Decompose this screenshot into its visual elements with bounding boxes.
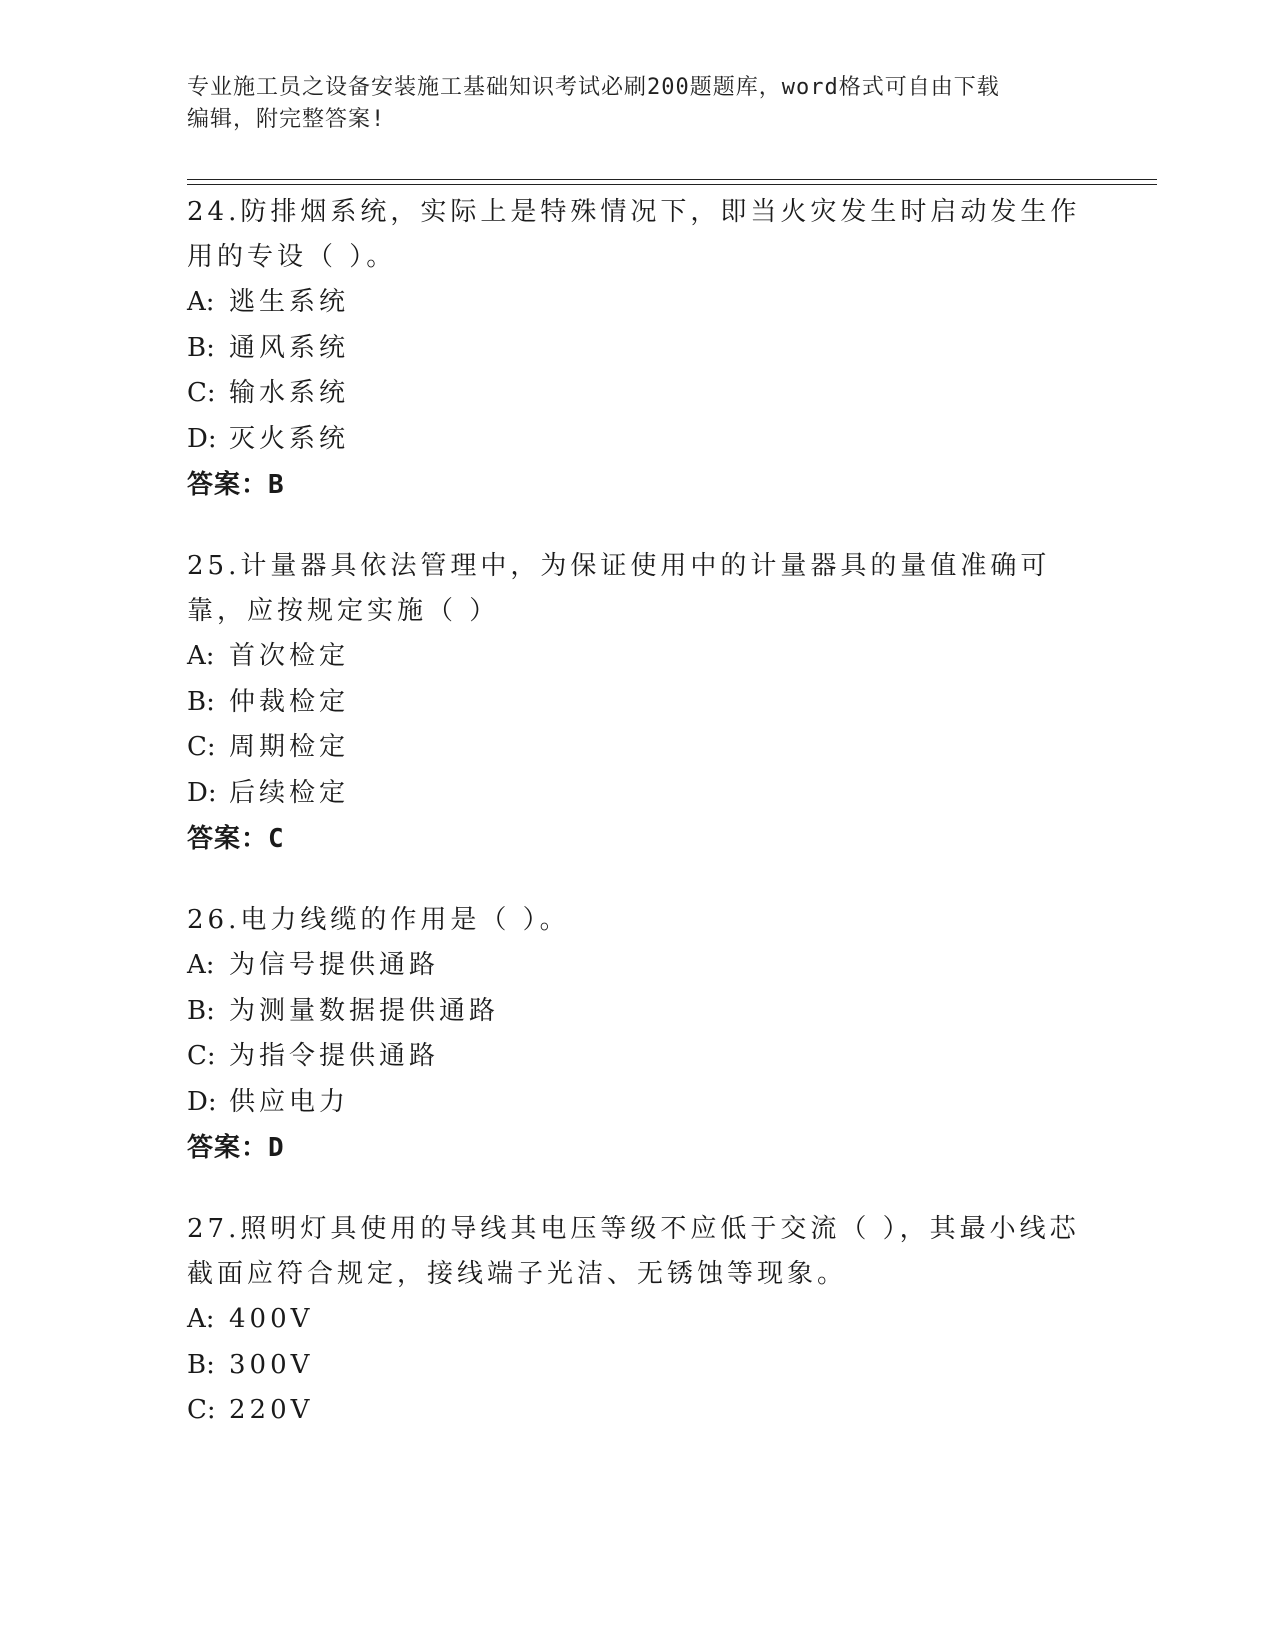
option-key: B: — [187, 995, 215, 1026]
option-key: C: — [187, 1041, 216, 1071]
option-a — [187, 280, 1087, 326]
answer-line: 答案：C — [187, 824, 285, 854]
header-divider-top — [187, 179, 1157, 180]
option-text: 首次检定 — [229, 641, 350, 671]
option-key: C: — [187, 732, 216, 762]
question-stem: 27.照明灯具使用的导线其电压等级不应低于交流（ ），其最小线芯截面应符合规定，接线端子光洁、无锈蚀等现象。 — [187, 1214, 1080, 1289]
option-text: 输水系统 — [229, 378, 350, 408]
option-text: 后续检定 — [229, 777, 350, 808]
question-stem: 24.防排烟系统，实际上是特殊情况下，即当火灾发生时启动发生作用的专设（ ）。 — [187, 197, 1081, 272]
option-key: C: — [187, 378, 216, 408]
option-key: D: — [187, 423, 217, 454]
option-key: D: — [187, 777, 217, 808]
answer-line: 答案：D — [187, 1133, 285, 1163]
question-24 — [187, 190, 1087, 508]
option-text: 300V — [229, 1349, 314, 1380]
option-key: A: — [187, 641, 215, 671]
document-header — [187, 72, 1087, 136]
option-key: A: — [187, 287, 215, 317]
answer-line: 答案：B — [187, 470, 285, 500]
option-text: 400V — [229, 1304, 314, 1334]
option-text: 220V — [229, 1395, 314, 1425]
option-key: B: — [187, 1349, 215, 1380]
option-b — [187, 1343, 1087, 1389]
question-27 — [187, 1207, 1087, 1434]
question-25 — [187, 544, 1087, 862]
option-c — [187, 371, 1087, 417]
option-c — [187, 1034, 1087, 1080]
option-text: 仲裁检定 — [229, 686, 350, 717]
header-line-1: 专业施工员之设备安装施工基础知识考试必刷200题题库，word格式可自由下载 — [187, 75, 1000, 100]
option-b — [187, 326, 1087, 372]
question-stem: 26.电力线缆的作用是（ ）。 — [187, 905, 570, 935]
option-key: D: — [187, 1086, 217, 1117]
option-key: A: — [187, 1304, 215, 1334]
question-stem: 25.计量器具依法管理中，为保证使用中的计量器具的量值准确可靠，应按规定实施（ ） — [187, 551, 1051, 626]
option-c — [187, 1388, 1087, 1434]
option-d — [187, 1080, 1087, 1126]
question-26 — [187, 898, 1087, 1171]
option-key: B: — [187, 332, 215, 363]
header-divider-bottom — [187, 184, 1157, 185]
option-text: 为信号提供通路 — [229, 950, 440, 980]
header-line-2: 编辑，附完整答案! — [187, 107, 386, 132]
option-key: A: — [187, 950, 215, 980]
option-text: 灭火系统 — [229, 423, 350, 454]
option-text: 逃生系统 — [229, 287, 350, 317]
option-d — [187, 771, 1087, 817]
option-d — [187, 417, 1087, 463]
option-text: 为测量数据提供通路 — [229, 995, 500, 1026]
option-key: C: — [187, 1395, 216, 1425]
option-a — [187, 634, 1087, 680]
option-text: 为指令提供通路 — [229, 1041, 440, 1071]
option-b — [187, 680, 1087, 726]
option-text: 周期检定 — [229, 732, 350, 762]
option-b — [187, 989, 1087, 1035]
option-key: B: — [187, 686, 215, 717]
option-c — [187, 725, 1087, 771]
question-list — [187, 190, 1087, 1470]
option-text: 供应电力 — [229, 1086, 350, 1117]
option-a — [187, 1297, 1087, 1343]
option-text: 通风系统 — [229, 332, 350, 363]
option-a — [187, 943, 1087, 989]
